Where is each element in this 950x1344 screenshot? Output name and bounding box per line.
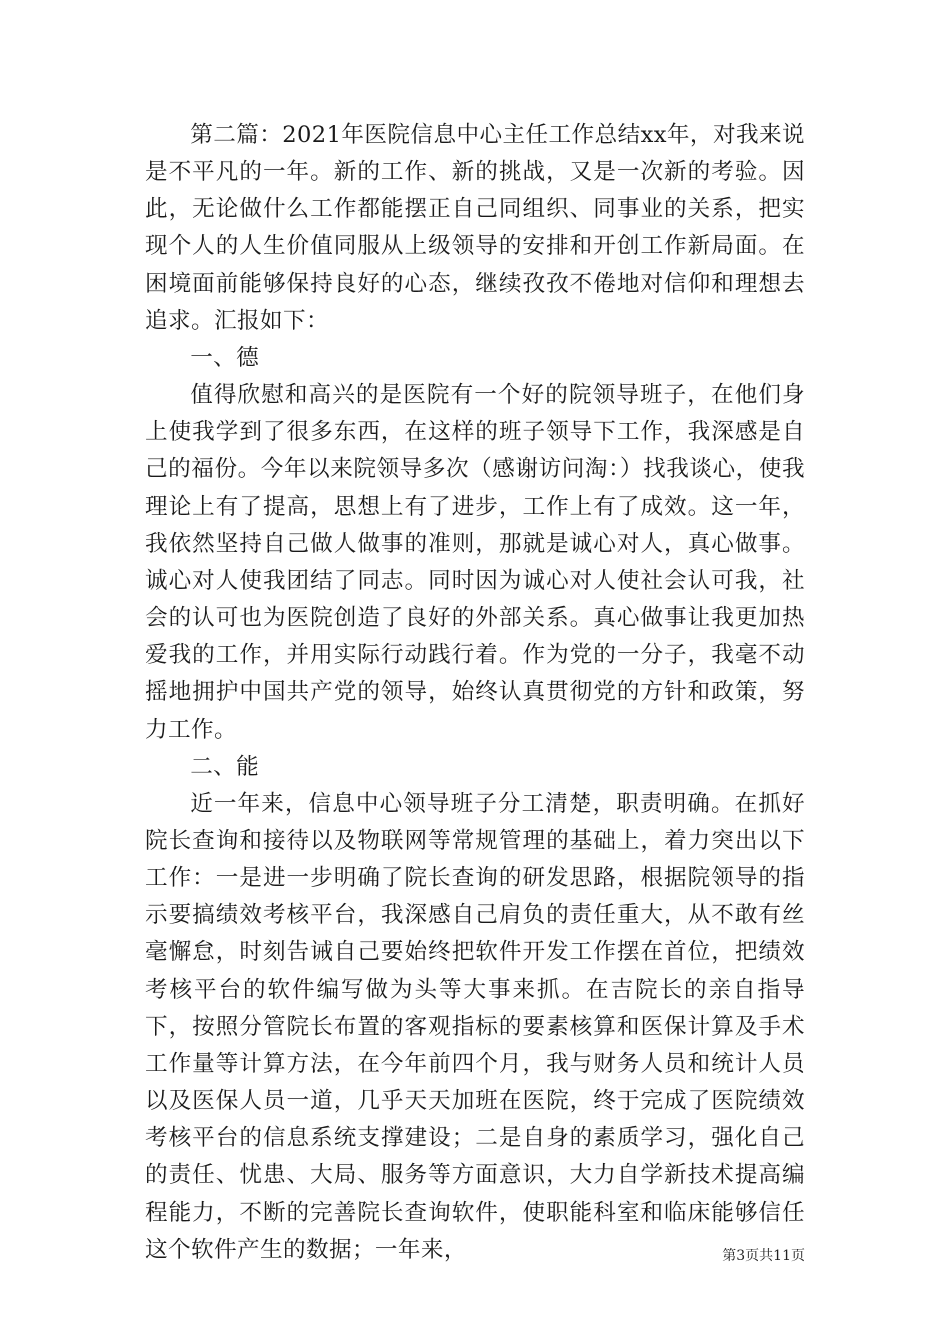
paragraph-ability: 近一年来，信息中心领导班子分工清楚，职责明确。在抓好院长查询和接待以及物联网等常规管理的基础上，着力突出以下工作：一是进一步明确了院长查询的研发思路，根据院领导的指示要搞绩效考核平台，我深感自己肩负的责任重大，从不敢有丝毫懈怠，时刻告诫自己要始终把软件开发工作摆在首位，把绩效考核平台的软件编写做为头等大事来抓。在吉院长的亲自指导下，按照分管院长布置的客观指标的要素核算和医保计算及手术工作量等计算方法，在今年前四个月，我与财务人员和统计人员以及医保人员一道，几乎天天加班在医院，终于完成了医院绩效考核平台的信息系统支撑建设；二是自身的素质学习，强化自己的责任、忧患、大局、服务等方面意识，大力自学新技术提高编程能力，不断的完善院长查询软件，使职能科室和临床能够信任这个软件产生的数据；一年来， [145,790,805,1263]
document-body [145,117,805,1269]
paragraph-intro: 第二篇：2021年医院信息中心主任工作总结xx年，对我来说是不平凡的一年。新的工作、新的挑战，又是一次新的考验。因此，无论做什么工作都能摆正自己同组织、同事业的关系，把实现个人的人生价值同服从上级领导的安排和开创工作新局面。在困境面前能够保持良好的心态，继续孜孜不倦地对信仰和理想去追求。汇报如下： [145,122,805,334]
paragraph-virtue: 值得欣慰和高兴的是医院有一个好的院领导班子，在他们身上使我学到了很多东西，在这样的班子领导下工作，我深感是自己的福份。今年以来院领导多次（感谢访问淘：）找我谈心，使我理论上有了提高，思想上有了进步，工作上有了成效。这一年，我依然坚持自己做人做事的准则，那就是诚心对人，真心做事。诚心对人使我团结了同志。同时因为诚心对人使社会认可我，社会的认可也为医院创造了良好的外部关系。真心做事让我更加热爱我的工作，并用实际行动践行着。作为党的一分子，我毫不动摇地拥护中国共产党的领导，始终认真贯彻党的方针和政策，努力工作。 [145,382,805,743]
section-heading-virtue: 一、德 [190,344,260,371]
section-heading-ability: 二、能 [190,753,260,780]
page-number-footer: 第3页共11页 [722,1248,805,1264]
